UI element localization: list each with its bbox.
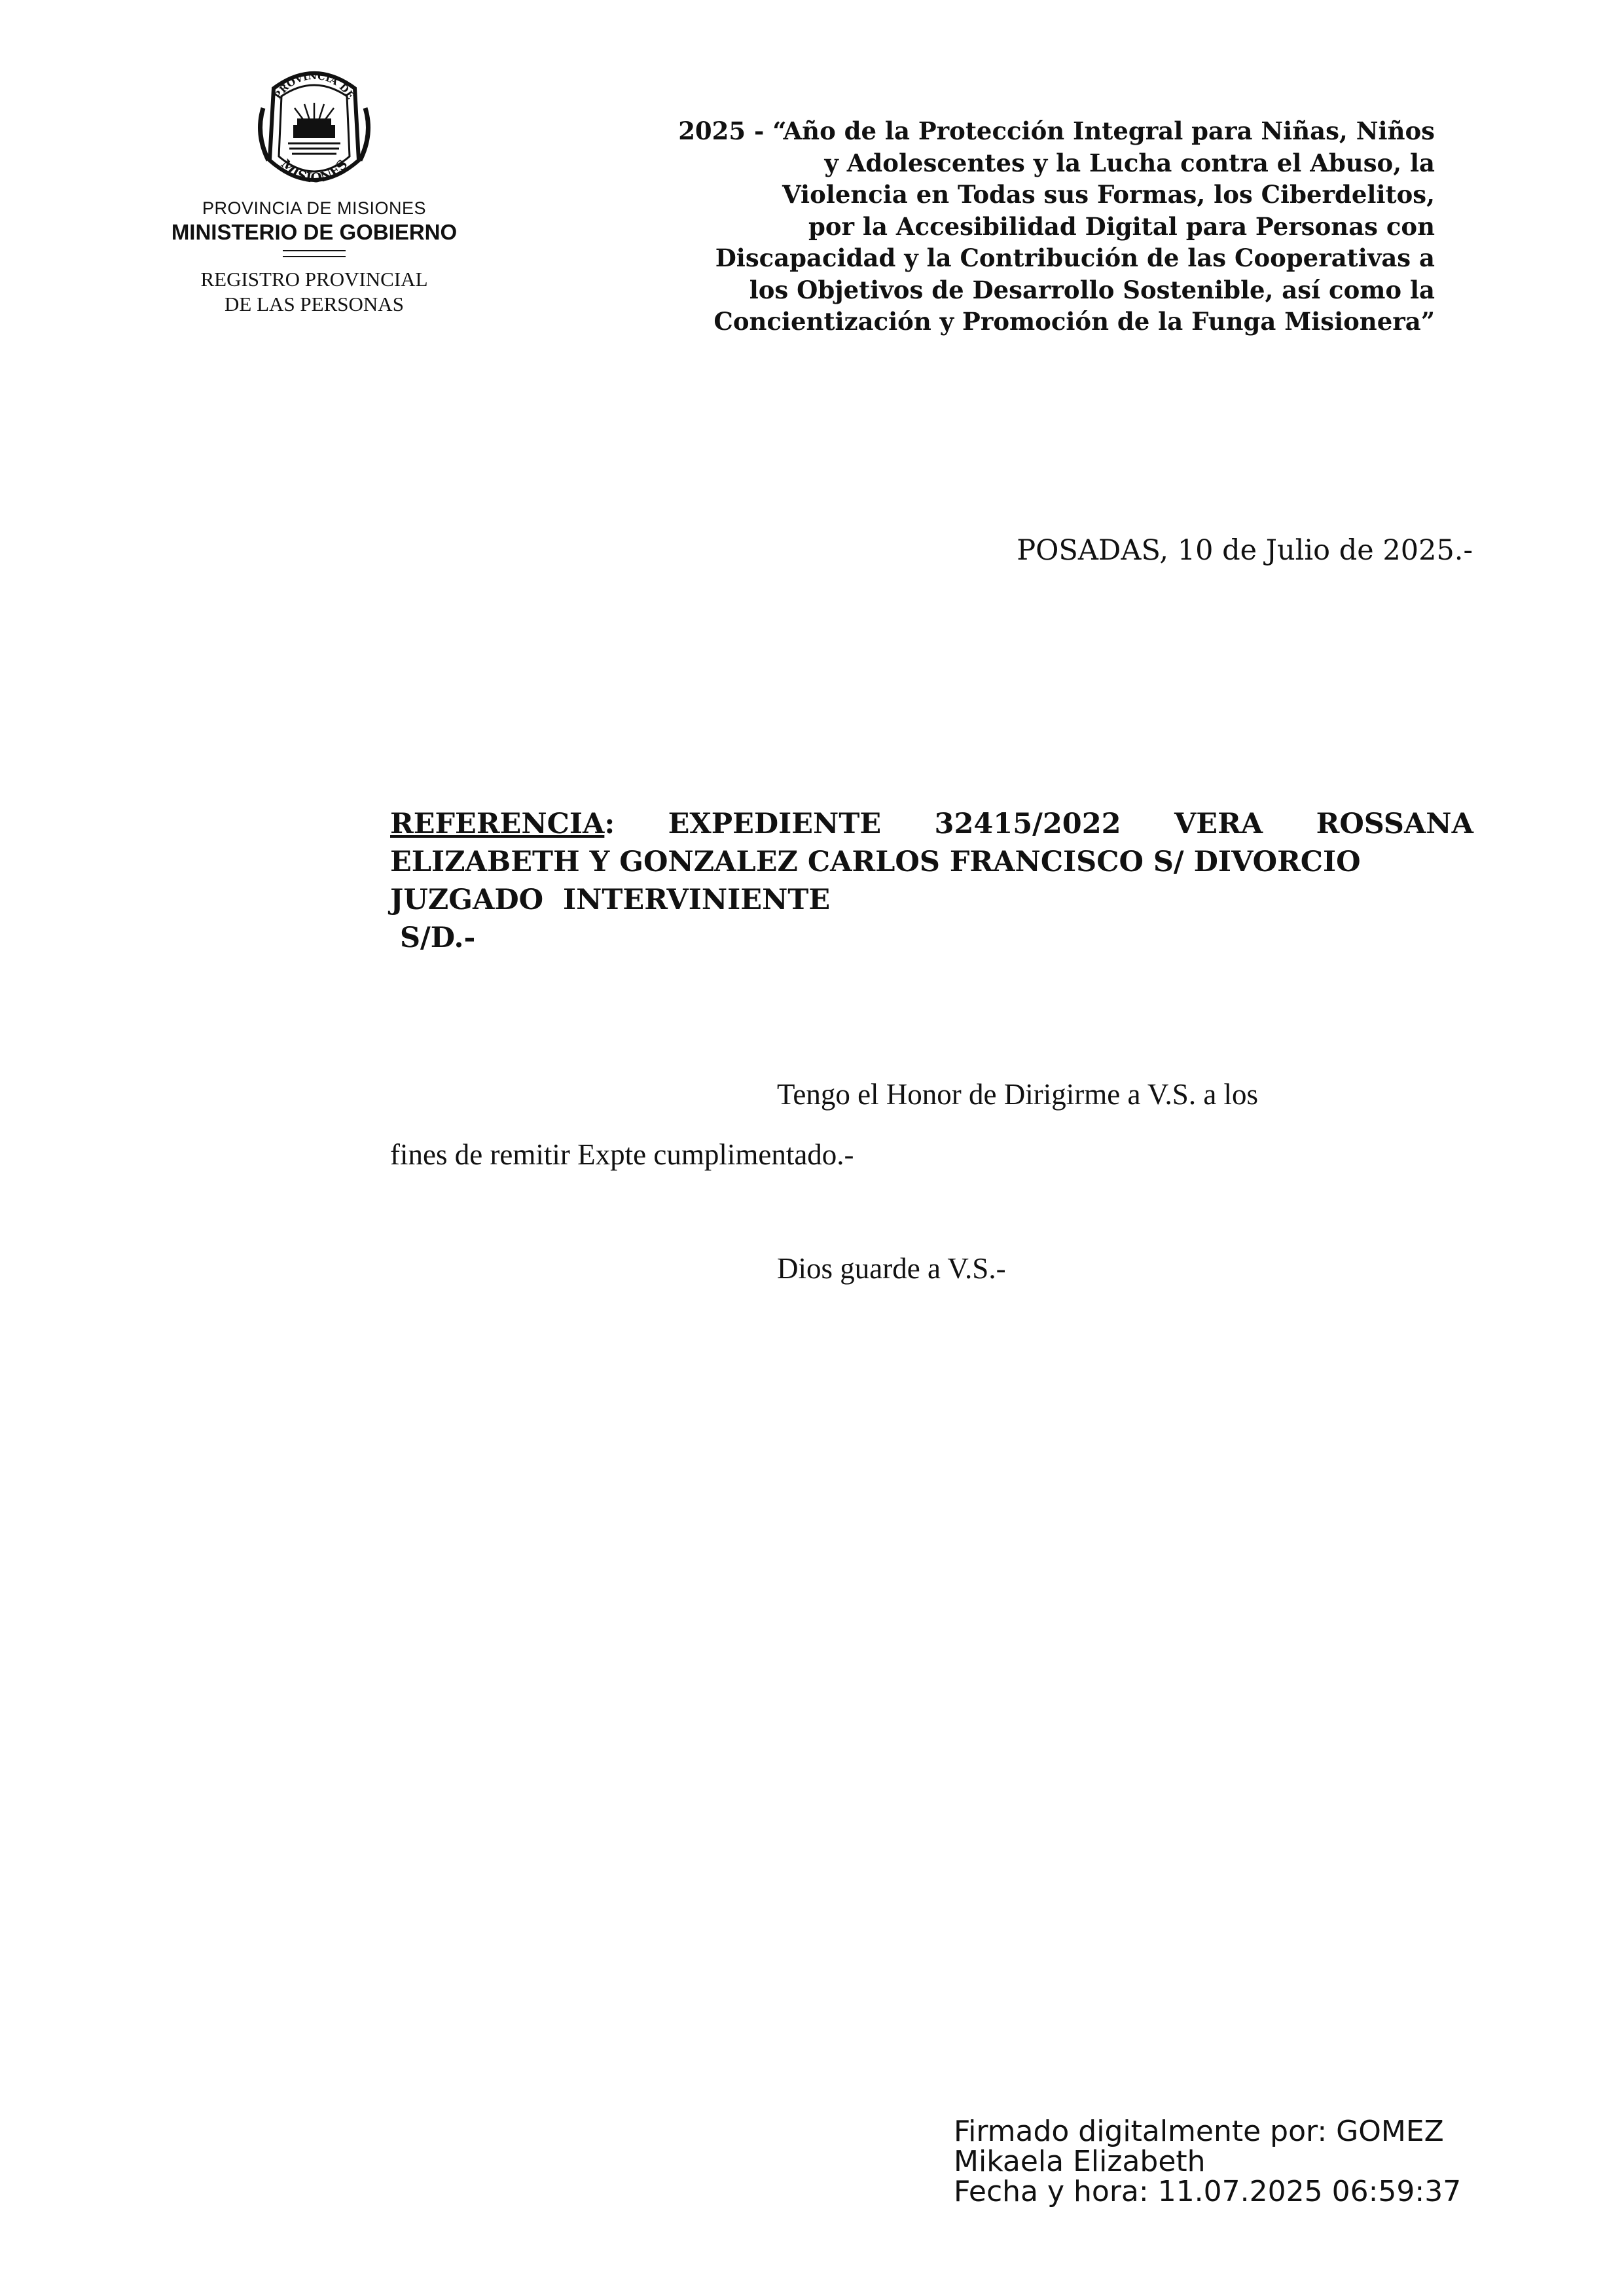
reference-line-2: ELIZABETH Y GONZALEZ CARLOS FRANCISCO S/ DIVORCIO xyxy=(390,846,1361,878)
reference-word: ROSSANA xyxy=(1316,808,1473,840)
motto-line: y Adolescentes y la Lucha contra el Abuso, la xyxy=(824,148,1435,177)
motto-line: por la Accesibilidad Digital para Personas con xyxy=(808,211,1435,241)
motto-line: Violencia en Todas sus Formas, los Ciberdelitos, xyxy=(782,180,1435,209)
motto-line: 2025 - “Año de la Protección Integral para Niñas, Niños xyxy=(678,117,1435,145)
header-divider xyxy=(283,250,346,257)
signature-line1: Firmado digitalmente por: GOMEZ xyxy=(954,2115,1444,2148)
registry-name-line2: DE LAS PERSONAS xyxy=(225,293,404,315)
province-name: PROVINCIA DE MISIONES xyxy=(202,198,427,218)
body-text-line1: Tengo el Honor de Dirigirme a V.S. a los xyxy=(777,1078,1259,1111)
provincial-seal-icon xyxy=(249,62,380,193)
document-date: POSADAS, 10 de Julio de 2025.- xyxy=(1017,534,1473,567)
reference-line-1 xyxy=(390,805,1473,843)
reference-block xyxy=(390,805,1473,957)
seal-top-text: PROVINCIA DE xyxy=(272,69,357,101)
letterhead-logo-block xyxy=(144,62,484,316)
ministry-name: MINISTERIO DE GOBIERNO xyxy=(171,220,458,244)
signature-line3: Fecha y hora: 11.07.2025 06:59:37 xyxy=(954,2175,1462,2208)
motto-line: los Objetivos de Desarrollo Sostenible, así como la xyxy=(749,275,1435,304)
reference-word: EXPEDIENTE xyxy=(668,808,882,840)
reference-line-3: JUZGADO INTERVINIENTE xyxy=(390,884,831,916)
motto-line: Concientización y Promoción de la Funga Misionera” xyxy=(713,307,1435,336)
closing-salutation: Dios guarde a V.S.- xyxy=(777,1252,1006,1285)
motto-line: Discapacidad y la Contribución de las Cooperativas a xyxy=(715,243,1435,272)
reference-word: 32415/2022 xyxy=(934,808,1121,840)
year-motto xyxy=(628,115,1435,338)
registry-name-line1: REGISTRO PROVINCIAL xyxy=(200,268,428,291)
body-text-line2: fines de remitir Expte cumplimentado.- xyxy=(390,1138,854,1171)
seal-bottom-text: MISIONES xyxy=(278,156,351,186)
reference-word: VERA xyxy=(1174,808,1263,840)
signature-line2: Mikaela Elizabeth xyxy=(954,2145,1206,2178)
reference-label-group: REFERENCIA: xyxy=(390,808,615,840)
digital-signature xyxy=(954,2117,1461,2207)
reference-label: REFERENCIA xyxy=(390,808,605,840)
svg-text:MISIONES xyxy=(278,156,350,186)
reference-line-4: S/D.- xyxy=(390,922,476,954)
